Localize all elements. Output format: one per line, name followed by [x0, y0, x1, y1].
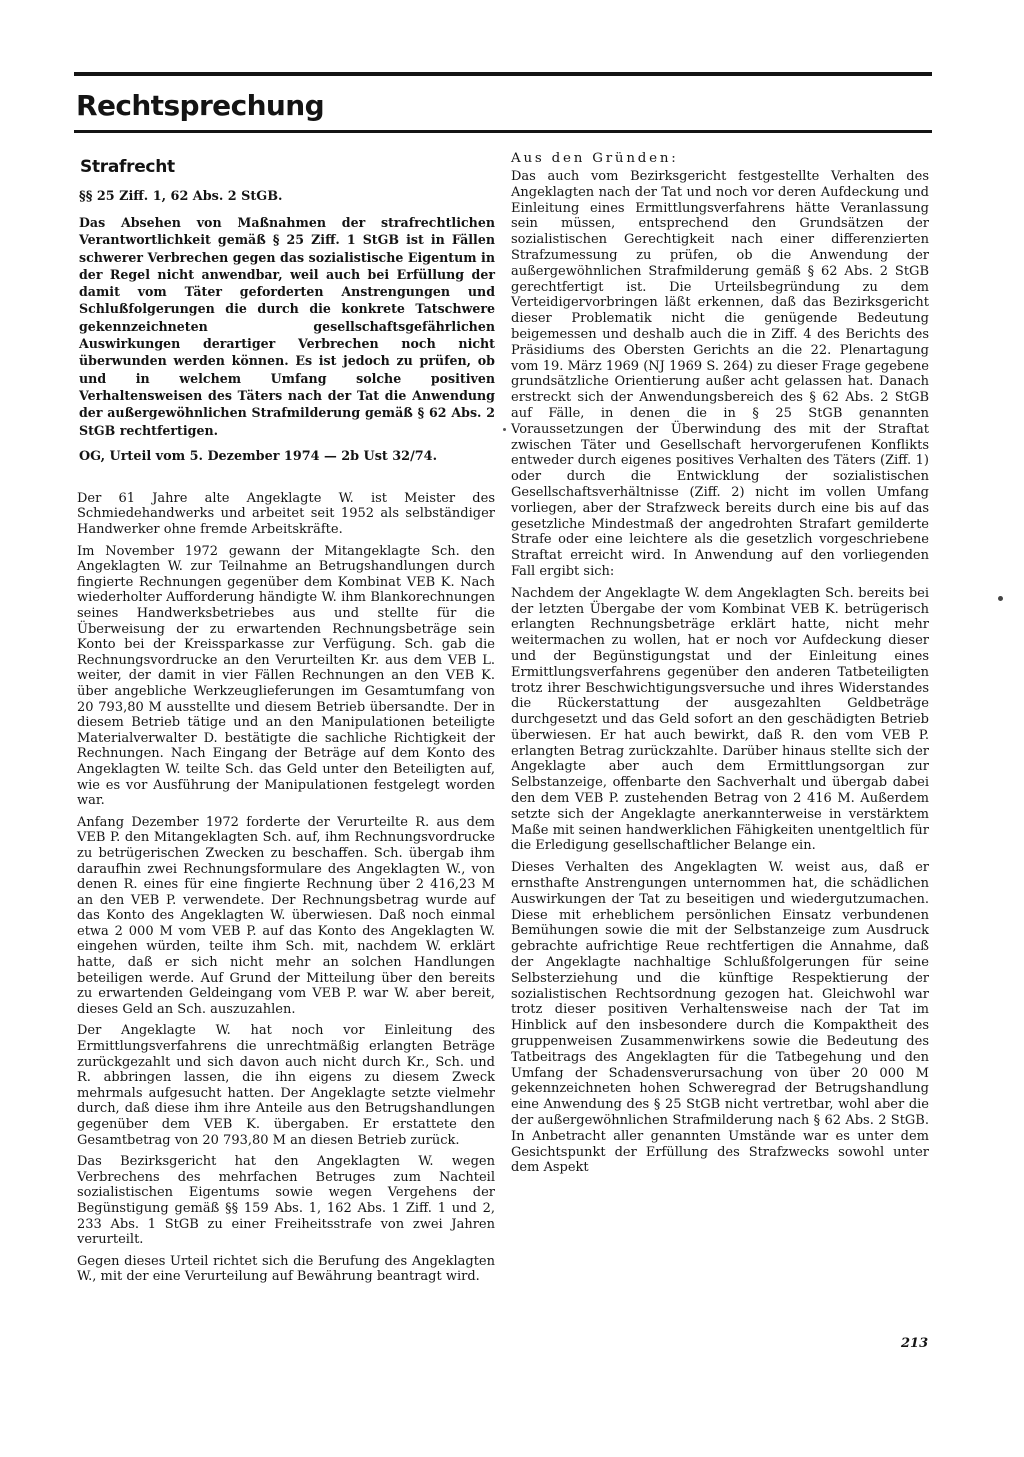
page-number: 213: [901, 1336, 929, 1351]
reasons-heading: Aus den Gründen:: [511, 151, 679, 166]
statute-reference: §§ 25 Ziff. 1, 62 Abs. 2 StGB.: [79, 189, 283, 204]
heading-rule: [74, 130, 932, 133]
print-speck: [998, 596, 1003, 601]
body-paragraph: Das auch vom Bezirksgericht festgestellte Verhalten des Angeklagten nach der Tat und noch vor deren Aufdeckung und Einleitung eines Ermittlungsverfahrens hätte Veranlassung sein müssen, entsprechend den Grundsätzen der sozialistischen Gerechtigkeit nach einer differenzierten Strafzumessung zu prüfen, ob die Anwendung der außergewöhnlichen Strafmilderung gemäß § 62 Abs. 2 StGB gerechtfertigt ist. Die Urteilsbegründung zu dem Verteidigervorbringen läßt erkennen, daß das Bezirksgericht dieser Problematik nicht die genügende Bedeutung beigemessen und deshalb auch die in Ziff. 4 des Berichts des Präsidiums des Obersten Gerichts an die 22. Plenartagung vom 19. März 1969 (NJ 1969 S. 264) zu dieser Frage gegebene grundsätzliche Orientierung außer acht gelassen hat. Danach erstreckt sich der Anwendungsbereich des § 62 Abs. 2 StGB auf Fälle, in denen die in § 25 StGB genannten Voraussetzungen der Überwindung des mit der Straftat zwischen Täter und Gesellschaft hervorgerufenen Konflikts entweder durch eigenes positives Verhalten des Täters (Ziff. 1) oder durch die Entwicklung der sozialistischen Gesellschaftsverhältnisse (Ziff. 2) nicht im vollen Umfang vorliegen, aber der Strafzweck bereits durch eine bis auf das gesetzliche Mindestmaß der angedrohten Strafart gemilderte Strafe oder eine leichtere als die gesetzlich vorgeschriebene Straftat erreicht wird. In Anwendung auf den vorliegenden Fall ergibt sich:: [511, 169, 929, 579]
right-column: [511, 150, 929, 1182]
section-title: Strafrecht: [80, 157, 175, 177]
top-rule: [74, 72, 932, 76]
body-paragraph: Das Bezirksgericht hat den Angeklagten W. wegen Verbrechens des mehrfachen Betruges zum Nachteil sozialistischen Eigentums sowie wegen Vergehens der Begünstigung gemäß §§ 159 Abs. 1, 162 Abs. 1 Ziff. 1 und 2, 233 Abs. 1 StGB zu einer Freiheitsstrafe von zwei Jahren verurteilt.: [77, 1154, 495, 1248]
body-paragraph: Im November 1972 gewann der Mitangeklagte Sch. den Angeklagten W. zur Teilnahme an Betrugshandlungen durch fingierte Rechnungen gegenüber dem Kombinat VEB K. Nach wiederholter Aufforderung händigte W. ihm Blankorechnungen seines Handwerksbetriebes aus und stellte für die Überweisung der zu erwartenden Rechnungsbeträge sein Konto bei der Kreissparkasse zur Verfügung. Sch. gab die Rechnungsvordrucke an den Verurteilten Kr. aus dem VEB L. weiter, der damit in vier Fällen Rechnungen an den VEB K. über angebliche Werkzeuglieferungen im Gesamtumfang von 20 793,80 M ausstellte und diesem Betrieb übersandte. Der in diesem Betrieb tätige und an den Manipulationen beteiligte Materialverwalter D. bestätigte die sachliche Richtigkeit der Rechnungen. Nach Eingang der Beträge auf dem Konto des Angeklagten W. teilte Sch. das Geld unter den Beteiligten auf, wie es vor Ausführung der Manipulationen festgelegt worden war.: [77, 543, 495, 809]
print-speck: [503, 428, 506, 431]
body-paragraph: Der 61 Jahre alte Angeklagte W. ist Meister des Schmiedehandwerks und arbeitet seit 1952 als selbständiger Handwerker ohne fremde Arbeitskräfte.: [77, 490, 495, 538]
body-paragraph: Nachdem der Angeklagte W. dem Angeklagten Sch. bereits bei der letzten Übergabe der vom Kombinat VEB K. betrügerisch erlangten Rechnungsbeträge erklärt hatte, nicht mehr weitermachen zu wollen, hat er noch vor Aufdeckung dieser und der Begünstigungstat und der Einleitung eines Ermittlungsverfahrens gegenüber den anderen Tatbeteiligten trotz ihrer Beschwichtigungsversuche und ihres Widerstandes die Rückerstattung der ausgezahlten Geldbeträge durchgesetzt und das Geld sofort an den geschädigten Betrieb überwiesen. Er hat auch bewirkt, daß R. den vom VEB P. erlangten Betrag zurückzahlte. Darüber hinaus stellte sich der Angeklagte aber auch dem Ermittlungsorgan zur Selbstanzeige, offenbarte den Sachverhalt und übergab dabei den dem VEB P. zustehenden Betrag von 2 416 M. Außerdem setzte sich der Angeklagte anerkannterweise in verstärktem Maße mit seinen handwerklichen Fähigkeiten unentgeltlich für die Erledigung gesellschaftlicher Belange ein.: [511, 585, 929, 854]
court-citation: OG, Urteil vom 5. Dezember 1974 — 2b Ust 32/74.: [79, 448, 438, 464]
body-paragraph: Anfang Dezember 1972 forderte der Verurteilte R. aus dem VEB P. den Mitangeklagten Sch. auf, ihm Rechnungsvordrucke zu betrügerischen Zwecken zu beschaffen. Sch. übergab ihm daraufhin zwei Rechnungsformulare des Angeklagten W., von denen R. eines für eine fingierte Rechnung über 2 416,23 M an den VEB P. verwendete. Der Rechnungsbetrag wurde auf das Konto des Angeklagten W. überwiesen. Daß noch einmal etwa 2 000 M vom VEB P. auf das Konto des Angeklagten W. eingehen würden, teilte ihm Sch. mit, nachdem W. erklärt hatte, daß er sich nicht mehr an solchen Handlungen beteiligen werde. Auf Grund der Mitteilung über den bereits zu erwartenden Geldeingang vom VEB P. war W. aber bereit, dieses Geld an Sch. auszuzahlen.: [77, 814, 495, 1017]
headnote: Das Absehen von Maßnahmen der strafrechtlichen Verantwortlichkeit gemäß § 25 Ziff. 1 StGB ist in Fällen schwerer Verbrechen gegen das sozialistische Eigentum in der Regel nicht anwendbar, weil auch bei Erfüllung der damit vom Täter geforderten Anstrengungen und Schlußfolgerungen die durch die konkrete Tatschwere gekennzeichneten gesellschaftsgefährlichen Auswirkungen derartiger Verbrechen noch nicht überwunden werden können. Es ist jedoch zu prüfen, ob und in welchem Umfang solche positiven Verhaltensweisen des Täters nach der Tat die Anwendung der außergewöhnlichen Strafmilderung gemäß § 62 Abs. 2 StGB rechtfertigen.: [79, 215, 495, 438]
left-column: [77, 150, 495, 1291]
body-paragraph: Der Angeklagte W. hat noch vor Einleitung des Ermittlungsverfahrens die unrechtmäßig erlangten Beträge zurückgezahlt und sich davon auch nicht durch Kr., Sch. und R. abbringen lassen, die ihn eigens zu diesem Zweck mehrmals aufgesucht hatten. Der Angeklagte setzte vielmehr durch, daß diese ihm ihre Anteile aus den Betrugshandlungen gegenüber dem VEB K. übergaben. Er erstattete den Gesamtbetrag von 20 793,80 M an diesen Betrieb zurück.: [77, 1023, 495, 1148]
page-heading: Rechtsprechung: [76, 89, 325, 122]
body-paragraph: Dieses Verhalten des Angeklagten W. weist aus, daß er ernsthafte Anstrengungen unternommen hat, die schädlichen Auswirkungen der Tat zu beseitigen und wiedergutzumachen. Diese mit erheblichem persönlichen Einsatz verbundenen Bemühungen sowie die mit der Selbstanzeige zum Ausdruck gebrachte aufrichtige Reue rechtfertigen die Annahme, daß der Angeklagte nachhaltige Schlußfolgerungen für seine Selbsterziehung und die künftige Respektierung der sozialistischen Rechtsordnung gezogen hat. Gleichwohl war trotz dieser positiven Verhaltensweise nach der Tat im Hinblick auf den insbesondere durch die Kompaktheit des gruppenweisen Zusammenwirkens sowie die Bedeutung des Tatbeitrags des Angeklagten für die Tatbegehung und den Umfang der Schadensverursachung von über 20 000 M gekennzeichneten hohen Schweregrad der Betrugshandlung eine Anwendung des § 25 StGB nicht vertretbar, wohl aber die der außergewöhnlichen Strafmilderung nach § 62 Abs. 2 StGB. In Anbetracht aller genannten Umstände war es unter dem Gesichtspunkt der Erfüllung des Strafzwecks sowohl unter dem Aspekt: [511, 860, 929, 1176]
body-paragraph: Gegen dieses Urteil richtet sich die Berufung des Angeklagten W., mit der eine Verurteilung auf Bewährung beantragt wird.: [77, 1253, 495, 1285]
